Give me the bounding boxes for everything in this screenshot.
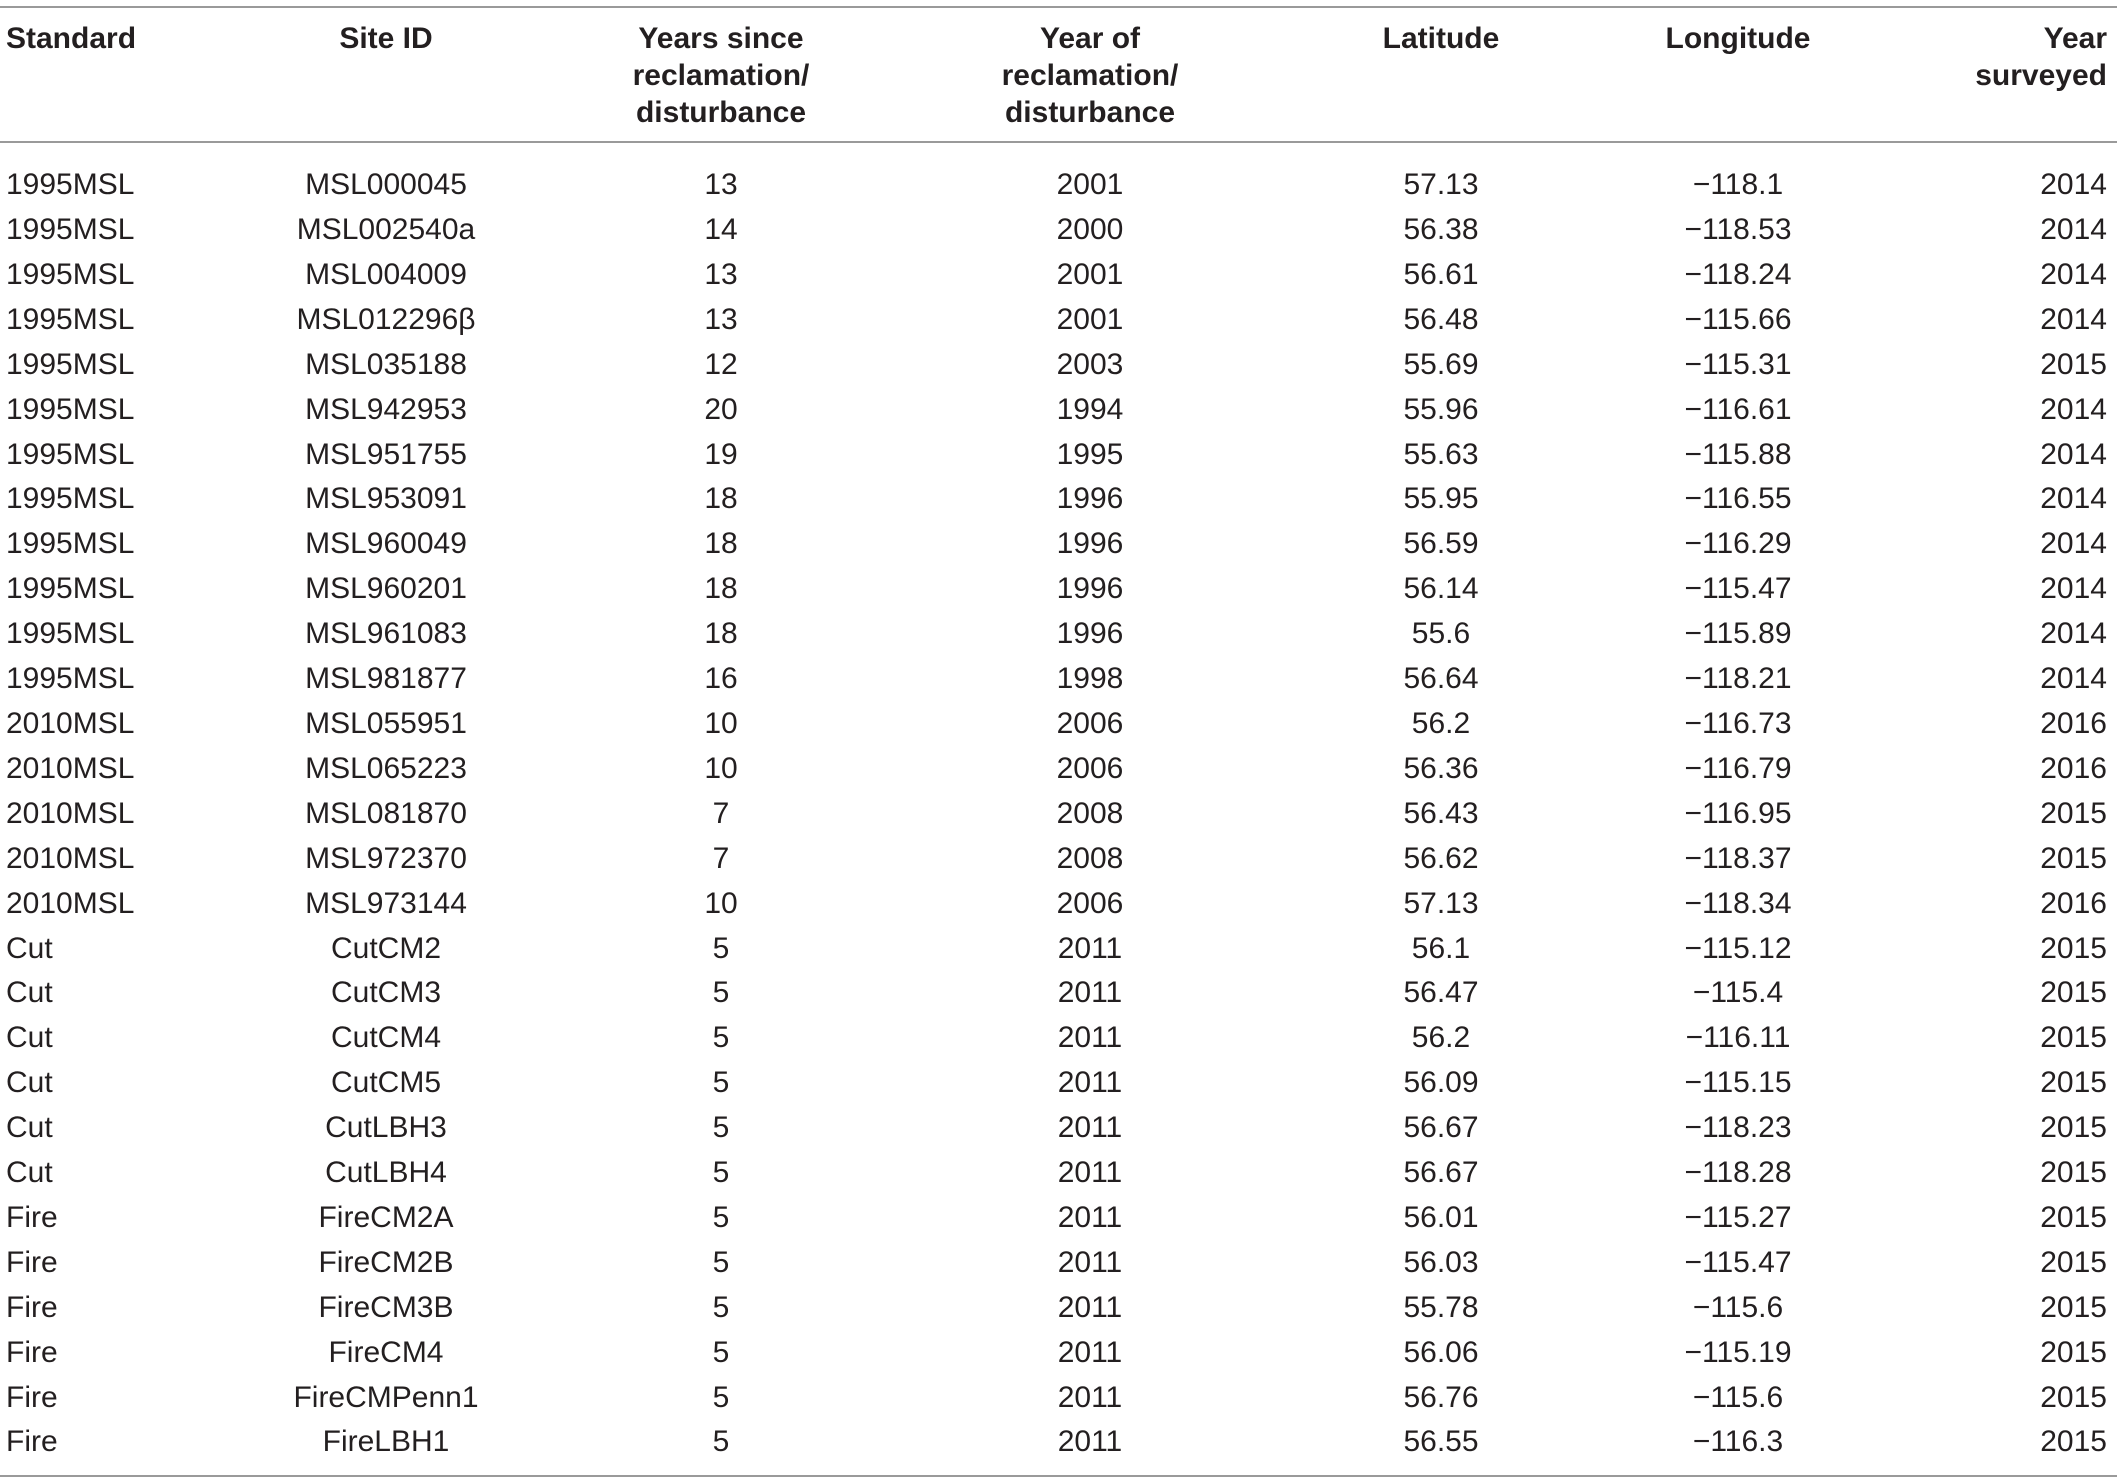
cell-longitude: −116.95 [1684,796,1792,830]
cell-longitude: −118.23 [1684,1111,1792,1145]
cell-year-surveyed: 2014 [2040,527,2107,561]
table-row [0,882,2117,927]
cell-years-since: 5 [712,1290,730,1324]
cell-site-id: MSL065223 [305,751,467,785]
column-header-line: Years since [638,22,804,55]
cell-longitude: −118.28 [1684,1156,1792,1190]
cell-standard: Fire [6,1245,58,1279]
cell-year-surveyed: 2015 [2040,347,2107,381]
cell-year-of: 2011 [900,1420,1280,1476]
table-row [0,522,2117,567]
cell-year-surveyed: 2015 [2040,1290,2107,1324]
site-table [0,6,2117,1477]
cell-year-surveyed: 2015 [2040,841,2107,875]
table-row [0,702,2117,747]
cell-year-of: 1996 [1056,617,1124,651]
table-row [0,1420,2117,1476]
cell-years-since: 5 [712,1380,730,1414]
cell-longitude: −116.11 [1685,1021,1791,1055]
cell-year-surveyed: 2014 [2040,482,2107,516]
cell-longitude: −115.47 [1684,572,1792,606]
cell-site-id: MSL960049 [305,527,467,561]
cell-longitude: −116.55 [1684,482,1792,516]
cell-standard: 1995MSL [6,572,135,606]
cell-standard: 1995MSL [6,213,135,246]
cell-standard: Cut [6,1156,53,1190]
cell-years-since: 16 [704,662,738,696]
column-header-site-id [230,7,542,142]
cell-standard: 1995MSL [6,437,135,471]
cell-year-of: 2001 [1056,168,1124,202]
cell-latitude: 56.03 [1403,1245,1479,1279]
cell-years-since: 10 [704,886,738,920]
cell-years-since: 5 [712,976,730,1010]
table-row [0,1241,2117,1286]
table-row [0,253,2117,298]
cell-latitude: 56.2 [1411,1021,1471,1055]
cell-standard: 2010MSL [6,886,135,920]
cell-site-id: MSL973144 [305,886,467,920]
cell-site-id: MSL951755 [305,437,467,471]
cell-latitude: 56.01 [1403,1200,1479,1234]
table-row [0,433,2117,478]
cell-year-of: 1994 [1056,392,1124,426]
cell-site-id: MSL953091 [305,482,467,516]
cell-latitude: 56.2 [1411,706,1471,740]
cell-site-id: CutCM3 [330,976,442,1010]
cell-year-surveyed: 2014 [2040,168,2107,202]
column-header-line: disturbance [635,96,807,129]
cell-longitude: −116.61 [1684,392,1792,426]
cell-year-of: 2003 [1056,347,1124,381]
cell-site-id: FireCM2B [318,1245,454,1279]
cell-year-of: 2000 [1056,213,1124,246]
table-row [0,208,2117,253]
cell-year-of: 2011 [1057,1290,1123,1324]
cell-standard: Cut [6,1111,53,1145]
cell-latitude: 56.38 [1403,213,1479,246]
table-row [0,567,2117,612]
cell-years-since: 18 [704,527,738,561]
cell-site-id: MSL981877 [305,662,467,696]
cell-site-id: MSL035188 [305,347,467,381]
cell-standard: 1995MSL [6,257,135,291]
cell-year-surveyed: 2014 [2040,392,2107,426]
cell-year-of: 2011 [1057,1335,1123,1369]
cell-latitude: 55.78 [1403,1290,1479,1324]
cell-site-id: CutCM2 [330,931,442,965]
cell-site-id: MSL961083 [305,617,467,651]
cell-years-since: 18 [704,572,738,606]
column-header-year-surveyed [1874,7,2117,142]
cell-standard: 2010MSL [6,841,135,875]
cell-years-since: 5 [712,1111,730,1145]
header-row [0,7,2117,142]
cell-year-of: 1996 [1056,527,1124,561]
cell-year-surveyed: 2015 [1874,1420,2117,1476]
cell-years-since: 13 [704,302,738,336]
column-header-line: reclamation/ [1001,59,1179,92]
table-row [0,612,2117,657]
cell-latitude: 56.55 [1280,1420,1602,1476]
cell-year-surveyed: 2015 [2040,1066,2107,1100]
cell-site-id: FireCM2A [318,1200,454,1234]
cell-longitude: −115.66 [1684,302,1792,336]
cell-year-surveyed: 2014 [2040,662,2107,696]
cell-year-surveyed: 2014 [2040,572,2107,606]
cell-year-surveyed: 2015 [2040,796,2107,830]
cell-longitude: −118.37 [1684,841,1792,875]
cell-latitude: 56.09 [1403,1066,1479,1100]
cell-years-since: 19 [704,437,738,471]
column-header-line: Year [2043,22,2107,55]
table-row [0,792,2117,837]
cell-site-id: FireCMPenn1 [293,1380,479,1414]
cell-latitude: 56.36 [1403,751,1479,785]
cell-years-since: 5 [712,931,730,965]
cell-site-id: MSL972370 [305,841,467,875]
cell-site-id: CutLBH4 [325,1156,447,1190]
table-row [0,1376,2117,1421]
cell-year-of: 2006 [1056,706,1124,740]
cell-year-surveyed: 2015 [2040,1156,2107,1190]
cell-year-surveyed: 2015 [2040,976,2107,1010]
table-row [0,657,2117,702]
cell-year-surveyed: 2015 [2040,931,2107,965]
cell-standard: Cut [6,976,53,1010]
cell-year-of: 2011 [1057,1066,1123,1100]
cell-latitude: 56.47 [1403,976,1479,1010]
cell-year-of: 2011 [1057,1245,1123,1279]
cell-years-since: 5 [712,1335,730,1369]
column-header-latitude [1280,7,1602,142]
cell-standard: 2010MSL [6,796,135,830]
cell-site-id: CutCM4 [330,1021,442,1055]
cell-year-of: 2011 [1057,1156,1123,1190]
column-header-standard [0,7,230,142]
cell-standard: 1995MSL [6,662,135,696]
cell-year-surveyed: 2014 [2040,257,2107,291]
cell-year-of: 2008 [1056,841,1124,875]
cell-longitude: −115.27 [1684,1200,1792,1234]
cell-site-id: MSL960201 [305,572,467,606]
cell-site-id: MSL012296β [296,302,476,336]
cell-longitude: −116.29 [1684,527,1792,561]
table-body [0,142,2117,1476]
cell-latitude: 56.67 [1403,1111,1479,1145]
cell-standard: Fire [6,1380,58,1414]
cell-longitude: −115.6 [1692,1290,1784,1324]
cell-latitude: 56.61 [1403,257,1479,291]
cell-longitude: −115.6 [1692,1380,1784,1414]
cell-years-since: 5 [712,1245,730,1279]
cell-latitude: 55.96 [1403,392,1479,426]
cell-site-id: MSL004009 [305,257,467,291]
cell-year-surveyed: 2015 [2040,1021,2107,1055]
cell-longitude: −116.73 [1684,706,1792,740]
cell-year-of: 2011 [1057,976,1123,1010]
cell-years-since: 5 [542,1420,900,1476]
cell-latitude: 56.64 [1403,662,1479,696]
table-row [0,298,2117,343]
cell-year-surveyed: 2015 [2040,1111,2107,1145]
cell-year-surveyed: 2014 [2040,302,2107,336]
cell-standard: 1995MSL [6,527,135,561]
cell-longitude: −118.21 [1684,662,1792,696]
cell-year-of: 2011 [1057,1021,1123,1055]
table-row [0,1331,2117,1376]
column-header-line: Latitude [1382,22,1500,55]
cell-latitude: 56.1 [1411,931,1471,965]
cell-longitude: −115.89 [1684,617,1792,651]
cell-year-surveyed: 2016 [2040,886,2107,920]
table-row [0,477,2117,522]
table-row [0,1151,2117,1196]
cell-year-surveyed: 2015 [2040,1335,2107,1369]
cell-year-surveyed: 2015 [2040,1200,2107,1234]
cell-standard: 1995MSL [6,168,135,202]
column-header-line: Site ID [339,22,433,55]
cell-year-of: 2008 [1056,796,1124,830]
cell-years-since: 13 [704,257,738,291]
table-header [0,7,2117,142]
cell-years-since: 5 [712,1066,730,1100]
cell-year-surveyed: 2016 [2040,706,2107,740]
cell-latitude: 57.13 [1403,886,1479,920]
cell-years-since: 5 [712,1156,730,1190]
cell-site-id: FireLBH1 [230,1420,542,1476]
cell-years-since: 5 [712,1200,730,1234]
table-row [0,971,2117,1016]
cell-site-id: MSL055951 [305,706,467,740]
cell-site-id: CutLBH3 [325,1111,447,1145]
cell-standard: 1995MSL [6,392,135,426]
cell-year-of: 2011 [1057,1111,1123,1145]
column-header-line: Year of [1039,22,1141,55]
cell-year-surveyed: 2015 [2040,1245,2107,1279]
cell-site-id: FireCM3B [318,1290,454,1324]
table-row [0,1061,2117,1106]
column-header-line: disturbance [1004,96,1176,129]
table-row [0,1286,2117,1331]
cell-standard: Fire [6,1290,58,1324]
cell-latitude: 56.14 [1403,572,1479,606]
cell-standard: Fire [0,1420,230,1476]
cell-longitude: −115.4 [1692,976,1784,1010]
cell-standard: 2010MSL [6,751,135,785]
cell-latitude: 56.59 [1403,527,1479,561]
cell-standard: Cut [6,931,53,965]
cell-standard: Fire [6,1200,58,1234]
cell-years-since: 14 [704,213,738,246]
cell-latitude: 56.76 [1403,1380,1479,1414]
table-row [0,747,2117,792]
cell-latitude: 56.62 [1403,841,1479,875]
cell-latitude: 57.13 [1403,168,1479,202]
cell-longitude: −115.88 [1684,437,1792,471]
table-row [0,343,2117,388]
cell-years-since: 7 [712,796,730,830]
cell-years-since: 18 [704,617,738,651]
cell-latitude: 55.69 [1403,347,1479,381]
cell-site-id: MSL942953 [305,392,467,426]
cell-year-of: 2006 [1056,886,1124,920]
cell-year-of: 2011 [1057,1200,1123,1234]
cell-years-since: 7 [712,841,730,875]
cell-longitude: −115.15 [1684,1066,1792,1100]
cell-year-surveyed: 2014 [2040,437,2107,471]
cell-year-surveyed: 2014 [2040,617,2107,651]
cell-longitude: −115.12 [1684,931,1792,965]
cell-standard: 1995MSL [6,482,135,516]
cell-standard: Cut [6,1066,53,1100]
cell-longitude: −115.31 [1684,347,1792,381]
cell-standard: Cut [6,1021,53,1055]
table-row [0,1016,2117,1061]
column-header-line: reclamation/ [632,59,810,92]
cell-longitude: −118.24 [1684,257,1792,291]
cell-year-surveyed: 2016 [2040,751,2107,785]
column-header-longitude [1602,7,1874,142]
cell-site-id: FireCM4 [328,1335,444,1369]
cell-site-id: MSL002540a [296,213,476,246]
cell-year-of: 1996 [1056,572,1124,606]
cell-years-since: 18 [704,482,738,516]
table-row [0,142,2117,208]
cell-year-of: 2006 [1056,751,1124,785]
table-row [0,837,2117,882]
cell-year-of: 1996 [1056,482,1124,516]
cell-year-surveyed: 2014 [2040,213,2107,246]
cell-years-since: 10 [704,751,738,785]
cell-longitude: −115.19 [1684,1335,1792,1369]
cell-latitude: 56.48 [1403,302,1479,336]
cell-year-of: 1995 [1056,437,1124,471]
cell-site-id: MSL081870 [305,796,467,830]
cell-year-of: 2011 [1057,1380,1123,1414]
column-header-years-since [542,7,900,142]
cell-year-surveyed: 2015 [2040,1380,2107,1414]
cell-standard: 1995MSL [6,347,135,381]
column-header-year-of [900,7,1280,142]
column-header-line: Standard [6,22,137,55]
cell-longitude: −116.3 [1602,1420,1874,1476]
cell-years-since: 10 [704,706,738,740]
table-row [0,388,2117,433]
cell-latitude: 55.63 [1403,437,1479,471]
cell-year-of: 2001 [1056,302,1124,336]
cell-standard: 2010MSL [6,706,135,740]
cell-years-since: 13 [704,168,738,202]
cell-years-since: 12 [704,347,738,381]
cell-latitude: 56.06 [1403,1335,1479,1369]
table-row [0,1106,2117,1151]
column-header-line: surveyed [1975,59,2107,92]
table-row [0,927,2117,972]
cell-latitude: 55.6 [1411,617,1471,651]
cell-year-of: 2001 [1056,257,1124,291]
cell-longitude: −118.1 [1692,168,1784,202]
column-header-line: Longitude [1665,22,1811,55]
cell-longitude: −118.53 [1684,213,1792,246]
cell-year-of: 1998 [1056,662,1124,696]
cell-longitude: −116.79 [1684,751,1792,785]
cell-year-of: 2011 [1057,931,1123,965]
cell-standard: 1995MSL [6,302,135,336]
cell-latitude: 55.95 [1403,482,1479,516]
cell-years-since: 5 [712,1021,730,1055]
cell-latitude: 56.67 [1403,1156,1479,1190]
cell-site-id: CutCM5 [330,1066,442,1100]
cell-years-since: 20 [704,392,738,426]
cell-longitude: −115.47 [1684,1245,1792,1279]
table-row [0,1196,2117,1241]
cell-standard: 1995MSL [6,617,135,651]
cell-site-id: MSL000045 [305,168,467,202]
cell-longitude: −118.34 [1684,886,1792,920]
cell-standard: Fire [6,1335,58,1369]
cell-latitude: 56.43 [1403,796,1479,830]
